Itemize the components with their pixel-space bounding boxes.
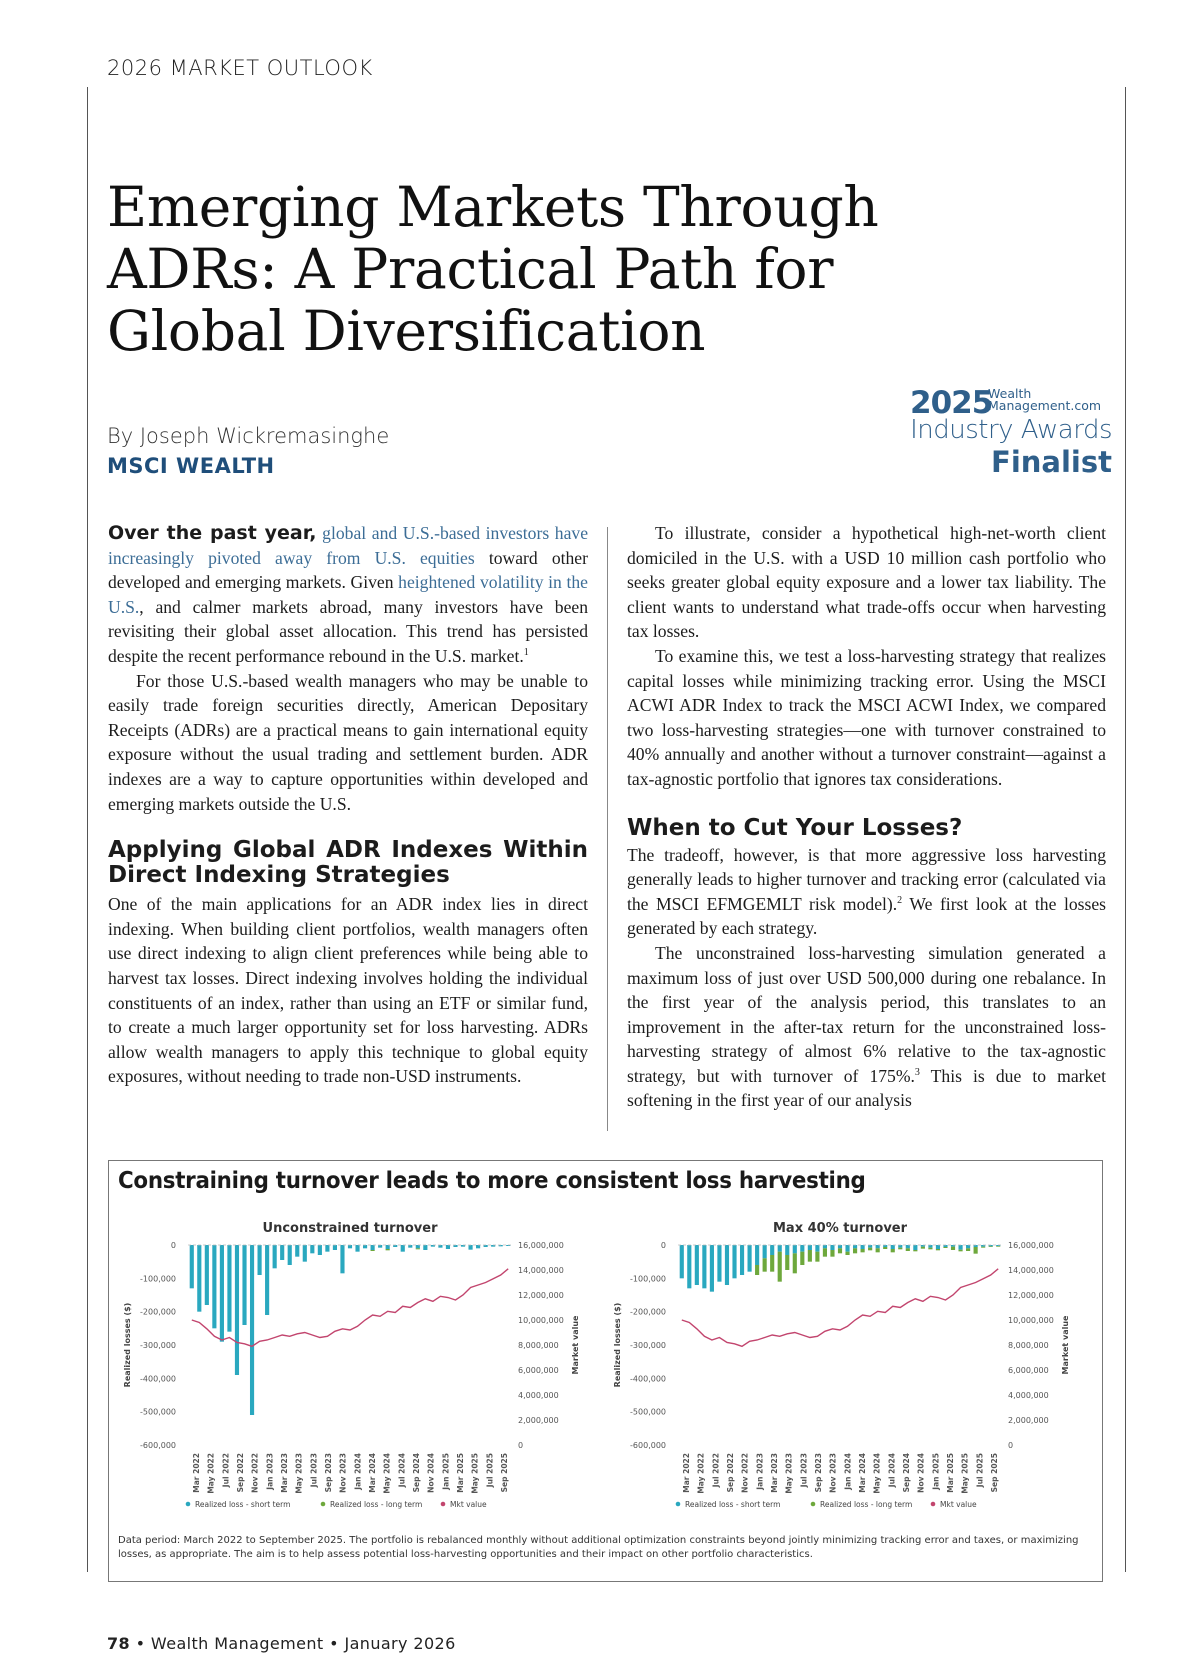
article-title: Emerging Markets Through ADRs: A Practical Path for Global Diversification <box>107 175 879 363</box>
figure-charts <box>110 1200 1100 1530</box>
legend-label: Realized loss - long term <box>820 1500 913 1509</box>
bar-short-term <box>793 1245 797 1253</box>
legend-marker <box>441 1502 446 1507</box>
bar-short-term <box>800 1245 804 1252</box>
y2-tick-label: 14,000,000 <box>1008 1266 1054 1275</box>
x-tick-label: Nov 2023 <box>828 1453 838 1493</box>
bar-short-term <box>378 1245 382 1248</box>
figure-title: Constraining turnover leads to more consistent loss harvesting <box>118 1168 866 1194</box>
legend-label: Mkt value <box>450 1500 487 1509</box>
y-tick-label: -300,000 <box>630 1341 666 1350</box>
bar-short-term <box>318 1245 322 1255</box>
bar-short-term <box>702 1245 706 1288</box>
bar-short-term <box>936 1245 940 1249</box>
bar-short-term <box>348 1245 352 1248</box>
legend-marker <box>931 1502 936 1507</box>
paragraph: To illustrate, consider a hypothetical high-net-worth client domiciled in the U.S. with a USD 10 million cash portfolio who seeks greater global equity exposure and a lower tax liability. The client wants to understand what trade-offs occur when harvesting tax losses. <box>627 523 1106 642</box>
y-tick-label: 0 <box>170 1241 176 1250</box>
bar-long-term <box>943 1247 947 1248</box>
chart-title: Max 40% turnover <box>772 1221 908 1236</box>
y-tick-label: -100,000 <box>140 1274 176 1284</box>
x-tick-label: May 2022 <box>206 1453 216 1494</box>
x-tick-label: Nov 2022 <box>740 1453 750 1493</box>
y2-tick-label: 0 <box>518 1441 524 1450</box>
inline-link[interactable]: global and U.S.-based investors have increasingly pivoted away from U.S. equities <box>108 523 589 568</box>
bar-long-term <box>785 1255 789 1270</box>
award-badge <box>880 385 1112 485</box>
bar-long-term <box>845 1252 849 1255</box>
bar-short-term <box>258 1245 262 1275</box>
bar-short-term <box>363 1245 367 1248</box>
left-column <box>108 521 588 1089</box>
bar-long-term <box>928 1248 932 1250</box>
bar-short-term <box>288 1245 292 1265</box>
bar-long-term <box>936 1249 940 1250</box>
bar-short-term <box>355 1245 359 1252</box>
bar-long-term <box>808 1250 812 1262</box>
paragraph: Over the past year, global and U.S.-based investors have increasingly pivoted away from U.S. equities toward other developed and emerging markets. Given heightened volatility in the U.S., and calmer markets abroad, many investors have been revisiting their global asset allocation. This trend has persisted despite the recent performance rebound in the U.S. market.$^1$ <box>108 522 589 666</box>
y-tick-label: -300,000 <box>140 1341 176 1350</box>
bar-long-term <box>416 1248 420 1249</box>
y2-axis-label: Market value <box>1061 1315 1070 1375</box>
page-footer: 78 • Wealth Management • January 2026 <box>107 1634 456 1653</box>
bar-short-term <box>785 1245 789 1255</box>
x-tick-label: Nov 2024 <box>916 1453 926 1493</box>
bar-short-term <box>838 1245 842 1248</box>
bar-long-term <box>981 1247 985 1248</box>
chart-unconstrained <box>123 1221 580 1509</box>
legend-label: Mkt value <box>940 1500 977 1509</box>
x-tick-label: May 2023 <box>294 1453 304 1494</box>
x-tick-label: Nov 2022 <box>250 1453 260 1493</box>
bar-short-term <box>845 1245 849 1252</box>
column-divider <box>607 527 608 1131</box>
x-tick-label: Sep 2025 <box>500 1453 509 1493</box>
left-page-rule <box>87 87 88 1572</box>
legend-label: Realized loss - long term <box>330 1500 423 1509</box>
bar-long-term <box>974 1247 978 1254</box>
bar-short-term <box>808 1245 812 1250</box>
bar-short-term <box>898 1245 902 1248</box>
bar-short-term <box>446 1245 450 1249</box>
bar-short-term <box>891 1245 895 1249</box>
paragraph: To examine this, we test a loss-harvesting strategy that realizes capital losses while minimizing tracking error. Using the MSCI ACWI ADR Index to track the MSCI ACWI Index, we compared two loss-harvesting strategies—one with turnover constrained to 40% annually and another without a turnover constraint—against a tax-agnostic portfolio that ignores tax considerations. <box>627 645 1106 789</box>
x-tick-label: Nov 2023 <box>338 1453 348 1493</box>
bar-long-term <box>996 1246 1000 1247</box>
bar-long-term <box>861 1249 865 1252</box>
bar-short-term <box>687 1245 691 1288</box>
line-market-value <box>682 1269 998 1347</box>
bar-long-term <box>853 1248 857 1253</box>
award-year: 2025 <box>910 385 993 421</box>
y2-tick-label: 6,000,000 <box>1008 1366 1049 1375</box>
x-tick-label: Jan 2023 <box>755 1453 765 1490</box>
x-tick-label: Jan 2024 <box>843 1453 853 1490</box>
chart-title: Unconstrained turnover <box>262 1221 438 1236</box>
x-tick-label: May 2024 <box>872 1453 882 1494</box>
y2-tick-label: 10,000,000 <box>518 1316 564 1325</box>
x-tick-label: Mar 2022 <box>192 1453 201 1493</box>
bar-long-term <box>778 1252 782 1282</box>
right-column <box>627 521 1106 1113</box>
bar-short-term <box>732 1245 736 1278</box>
y-tick-label: -500,000 <box>630 1407 666 1417</box>
bar-short-term <box>476 1245 480 1248</box>
bar-short-term <box>740 1245 744 1275</box>
x-tick-label: Jan 2023 <box>265 1453 275 1490</box>
footnote-ref: 1 <box>523 647 529 659</box>
x-tick-label: Mar 2024 <box>368 1453 377 1493</box>
x-tick-label: Mar 2025 <box>456 1453 465 1493</box>
x-tick-label: Nov 2024 <box>426 1453 436 1493</box>
bar-short-term <box>725 1245 729 1285</box>
inline-link[interactable]: heightened volatility in the U.S. <box>108 572 588 617</box>
y-tick-label: -500,000 <box>140 1407 176 1417</box>
section-heading: Applying Global ADR Indexes Within Direct Indexing Strategies <box>108 837 588 889</box>
bar-short-term <box>310 1245 314 1253</box>
bar-short-term <box>876 1245 880 1248</box>
bar-long-term <box>770 1255 774 1272</box>
bar-short-term <box>295 1245 299 1257</box>
paragraph: For those U.S.-based wealth managers who may be unable to easily trade foreign securities directly, American Depositary Receipts (ADRs) are a practical means to gain international equity exposure without the usual trading and settlement burden. ADR indexes are a way to capture opportunities within developed and emerging markets outside the U.S. <box>108 670 588 814</box>
bar-long-term <box>898 1248 902 1250</box>
bar-long-term <box>951 1247 955 1250</box>
legend-marker <box>676 1502 681 1507</box>
bar-long-term <box>921 1247 925 1249</box>
section-label: 2026 MARKET OUTLOOK <box>107 56 373 80</box>
y2-tick-label: 16,000,000 <box>518 1241 564 1250</box>
y2-tick-label: 0 <box>1008 1441 1014 1450</box>
bar-long-term <box>830 1250 834 1257</box>
x-tick-label: Jan 2025 <box>441 1453 451 1490</box>
bar-long-term <box>966 1248 970 1251</box>
y2-tick-label: 14,000,000 <box>518 1266 564 1275</box>
bar-short-term <box>695 1245 699 1285</box>
lead-in: Over the past year, <box>108 522 317 544</box>
bar-short-term <box>770 1245 774 1255</box>
bar-long-term <box>838 1248 842 1253</box>
bar-short-term <box>242 1245 246 1325</box>
y-tick-label: -100,000 <box>630 1274 666 1284</box>
bar-short-term <box>853 1245 857 1248</box>
legend-marker <box>321 1502 326 1507</box>
bar-long-term <box>913 1250 917 1251</box>
bar-short-term <box>212 1245 216 1328</box>
x-tick-label: Jul 2023 <box>309 1453 319 1488</box>
bar-long-term <box>823 1248 827 1256</box>
x-tick-label: Jul 2024 <box>887 1453 897 1488</box>
bar-short-term <box>416 1245 420 1248</box>
y2-tick-label: 8,000,000 <box>1008 1341 1049 1350</box>
bar-short-term <box>371 1245 375 1250</box>
bar-long-term <box>868 1248 872 1251</box>
x-tick-label: Mar 2023 <box>280 1453 289 1493</box>
legend-marker <box>186 1502 191 1507</box>
bar-long-term <box>815 1252 819 1262</box>
x-tick-label: Sep 2024 <box>902 1453 911 1493</box>
y2-tick-label: 8,000,000 <box>518 1341 559 1350</box>
y2-tick-label: 4,000,000 <box>1008 1391 1049 1400</box>
x-tick-label: Mar 2025 <box>946 1453 955 1493</box>
x-tick-label: Sep 2025 <box>990 1453 999 1493</box>
bar-long-term <box>793 1253 797 1273</box>
bar-short-term <box>680 1245 684 1278</box>
y-axis-label: Realized losses ($) <box>613 1302 622 1388</box>
bar-short-term <box>438 1245 442 1248</box>
bar-short-term <box>468 1245 472 1250</box>
bar-short-term <box>250 1245 254 1415</box>
x-tick-label: Jan 2024 <box>353 1453 363 1490</box>
x-tick-label: Jul 2025 <box>485 1453 495 1488</box>
bar-short-term <box>190 1245 194 1288</box>
bar-long-term <box>906 1248 910 1251</box>
paragraph: The unconstrained loss-harvesting simulation generated a maximum loss of just over USD 500,000 during one rebalance. In the first year of the analysis period, this translates to an improvement in the after-tax return for the unconstrained loss-harvesting strategy of almost 6% relative to the tax-agnostic strategy, but with turnover of 175%.$^3$ This is due to market softening in the first year of our analysis <box>627 942 1106 1111</box>
x-tick-label: Jul 2022 <box>221 1453 231 1488</box>
x-tick-label: May 2023 <box>784 1453 794 1494</box>
y-tick-label: -400,000 <box>140 1374 176 1384</box>
author-organization: MSCI WEALTH <box>107 454 275 478</box>
footnote-ref: 3 <box>914 1067 920 1079</box>
x-tick-label: Sep 2023 <box>324 1453 333 1493</box>
paragraph: One of the main applications for an ADR index lies in direct indexing. When building client portfolios, wealth managers often use direct indexing to align client preferences while being able to harvest tax losses. Direct indexing involves holding the individual constituents of an index, rather than using an ETF or similar fund, to create a much larger opportunity set for loss harvesting. ADRs allow wealth managers to apply this technique to global equity exposures, without needing to trade non-USD instruments. <box>108 894 588 1087</box>
bar-short-term <box>227 1245 231 1332</box>
bar-short-term <box>868 1245 872 1248</box>
x-tick-label: May 2025 <box>960 1453 970 1494</box>
x-tick-label: Jul 2022 <box>711 1453 721 1488</box>
y2-tick-label: 12,000,000 <box>518 1291 564 1300</box>
x-tick-label: May 2022 <box>696 1453 706 1494</box>
x-tick-label: Sep 2022 <box>236 1453 245 1493</box>
y-tick-label: 0 <box>660 1241 666 1250</box>
right-page-rule <box>1125 87 1126 1572</box>
section-heading: When to Cut Your Losses? <box>627 814 963 841</box>
y2-tick-label: 16,000,000 <box>1008 1241 1054 1250</box>
x-tick-label: Mar 2024 <box>858 1453 867 1493</box>
bar-short-term <box>423 1245 427 1250</box>
bar-short-term <box>763 1245 767 1258</box>
bar-long-term <box>989 1246 993 1247</box>
footnote-ref: 2 <box>897 894 903 906</box>
x-tick-label: May 2024 <box>382 1453 392 1494</box>
bar-short-term <box>325 1245 329 1252</box>
x-tick-label: Sep 2024 <box>412 1453 421 1493</box>
bar-short-term <box>755 1245 759 1265</box>
y2-axis-label: Market value <box>571 1315 580 1375</box>
bar-short-term <box>340 1245 344 1273</box>
bar-short-term <box>273 1245 277 1268</box>
issue-date: January 2026 <box>344 1634 456 1653</box>
legend-marker <box>811 1502 816 1507</box>
bar-short-term <box>197 1245 201 1312</box>
bar-long-term <box>800 1252 804 1265</box>
bar-long-term <box>371 1250 375 1251</box>
bar-short-term <box>408 1245 412 1248</box>
y2-tick-label: 10,000,000 <box>1008 1316 1054 1325</box>
x-tick-label: Jul 2025 <box>975 1453 985 1488</box>
y-tick-label: -200,000 <box>630 1307 666 1317</box>
x-tick-label: Sep 2023 <box>814 1453 823 1493</box>
x-tick-label: Jan 2025 <box>931 1453 941 1490</box>
bar-short-term <box>861 1245 865 1249</box>
bar-short-term <box>235 1245 239 1375</box>
y2-tick-label: 6,000,000 <box>518 1366 559 1375</box>
x-tick-label: Sep 2022 <box>726 1453 735 1493</box>
bar-short-term <box>958 1245 962 1250</box>
y2-tick-label: 2,000,000 <box>1008 1416 1049 1425</box>
bar-long-term <box>958 1250 962 1252</box>
x-tick-label: May 2025 <box>470 1453 480 1494</box>
x-tick-label: Mar 2023 <box>770 1453 779 1493</box>
bar-short-term <box>205 1245 209 1305</box>
bar-short-term <box>265 1245 269 1315</box>
bar-long-term <box>386 1249 390 1250</box>
x-tick-label: Mar 2022 <box>682 1453 691 1493</box>
bar-long-term <box>883 1247 887 1249</box>
figure-caption: Data period: March 2022 to September 2025. The portfolio is rebalanced monthly without additional optimization constraints beyond jointly minimizing tracking error and taxes, or maximizing losses, as appropriate. The aim is to help assess potential loss-harvesting opportunities and their impact on other portfolio characteristics. <box>118 1535 1079 1560</box>
bar-short-term <box>710 1245 714 1292</box>
award-status: Finalist <box>991 445 1112 479</box>
bar-short-term <box>913 1245 917 1250</box>
publication-name: Wealth Management <box>150 1634 324 1653</box>
bar-short-term <box>823 1245 827 1248</box>
y2-tick-label: 12,000,000 <box>1008 1291 1054 1300</box>
bar-short-term <box>830 1245 834 1250</box>
y-tick-label: -400,000 <box>630 1374 666 1384</box>
bar-short-term <box>928 1245 932 1248</box>
y-axis-label: Realized losses ($) <box>123 1302 132 1388</box>
award-brand: Wealth Management.com <box>988 386 1102 413</box>
bar-short-term <box>966 1245 970 1248</box>
y2-tick-label: 4,000,000 <box>518 1391 559 1400</box>
y2-tick-label: 2,000,000 <box>518 1416 559 1425</box>
y-tick-label: -600,000 <box>140 1441 176 1450</box>
bar-short-term <box>906 1245 910 1248</box>
bar-short-term <box>333 1245 337 1250</box>
award-name: Industry Awards <box>910 415 1112 445</box>
bar-short-term <box>280 1245 284 1260</box>
bar-short-term <box>401 1245 405 1252</box>
legend-label: Realized loss - short term <box>195 1500 291 1509</box>
bar-short-term <box>303 1245 307 1262</box>
bar-long-term <box>763 1258 767 1271</box>
line-market-value <box>192 1269 508 1347</box>
y-tick-label: -600,000 <box>630 1441 666 1450</box>
y-tick-label: -200,000 <box>140 1307 176 1317</box>
page-number: 78 <box>107 1634 131 1653</box>
chart-max40 <box>613 1221 1070 1509</box>
paragraph: The tradeoff, however, is that more aggressive loss harvesting generally leads to higher turnover and tracking error (calculated via the MSCI EFMGEMLT risk model).$^2$ We first look at the losses generated by each strategy. <box>627 844 1106 939</box>
bar-short-term <box>717 1245 721 1282</box>
bar-long-term <box>876 1248 880 1252</box>
bar-short-term <box>815 1245 819 1252</box>
legend-label: Realized loss - short term <box>685 1500 781 1509</box>
bar-short-term <box>778 1245 782 1252</box>
x-tick-label: Jul 2024 <box>397 1453 407 1488</box>
x-tick-label: Jul 2023 <box>799 1453 809 1488</box>
bar-short-term <box>748 1245 752 1272</box>
byline: By Joseph Wickremasinghe <box>107 424 390 448</box>
bar-short-term <box>220 1245 224 1342</box>
bar-long-term <box>891 1249 895 1252</box>
bar-short-term <box>386 1245 390 1249</box>
bar-long-term <box>755 1265 759 1275</box>
